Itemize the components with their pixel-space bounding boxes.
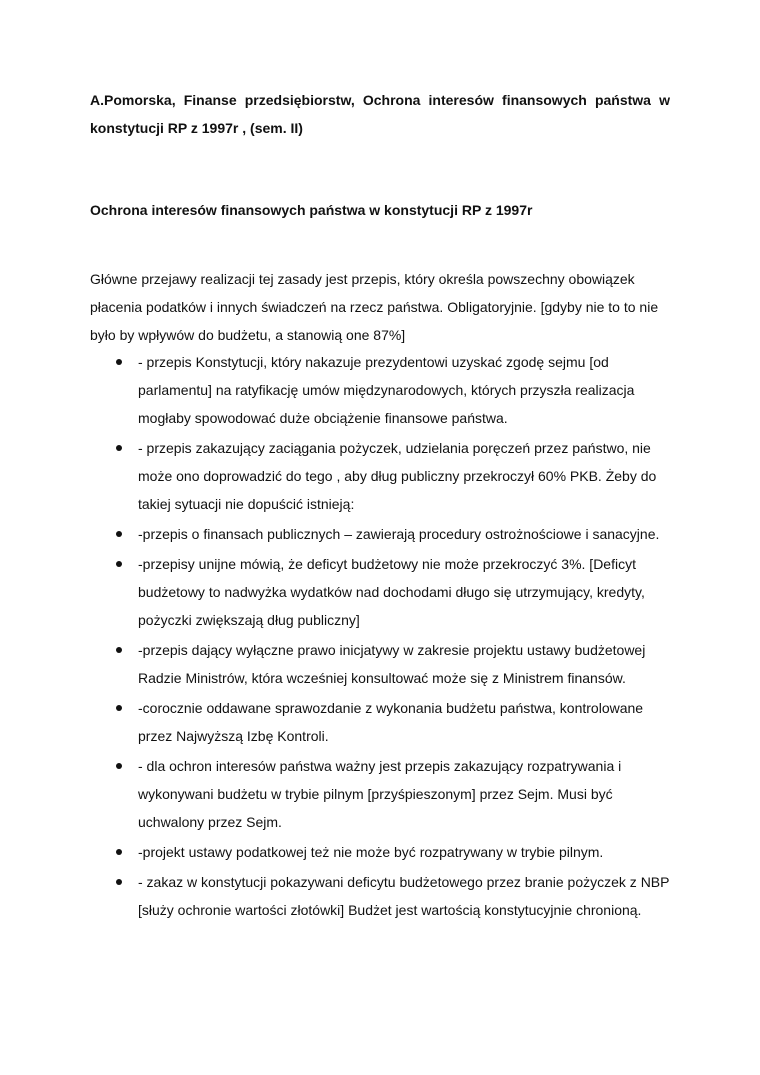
list-item-text: - zakaz w konstytucji pokazywani deficytu budżetowego przez branie pożyczek z NBP [służy ochronie wartości złotówki] Budżet jest wartością konstytucyjnie chronioną. [138, 874, 670, 918]
bullet-icon [116, 359, 122, 365]
list-item [90, 434, 670, 518]
list-item [90, 752, 670, 836]
bullet-icon [116, 849, 122, 855]
list-item [90, 636, 670, 692]
section-heading: Ochrona interesów finansowych państwa w konstytucji RP z 1997r [90, 202, 533, 218]
bullet-icon [116, 647, 122, 653]
list-item-text: - przepis Konstytucji, który nakazuje prezydentowi uzyskać zgodę sejmu [od parlamentu] na ratyfikację umów międzynarodowych, których przyszła realizacja mogłaby spowodować duże obciążenie finansowe państwa. [138, 354, 635, 426]
document-title: A.Pomorska, Finanse przedsiębiorstw, Ochrona interesów finansowych państwa w konstytucji RP z 1997r , (sem. II) [90, 92, 670, 136]
list-item-text: - dla ochron interesów państwa ważny jest przepis zakazujący rozpatrywania i wykonywani budżetu w trybie pilnym [przyśpieszonym] przez Sejm. Musi być uchwalony przez Sejm. [138, 758, 622, 830]
list-item-text: -projekt ustawy podatkowej też nie może być rozpatrywany w trybie pilnym. [138, 844, 604, 860]
list-item [90, 838, 670, 866]
intro-paragraph: Główne przejawy realizacji tej zasady jest przepis, który określa powszechny obowiązek płacenia podatków i innych świadczeń na rzecz państwa. Obligatoryjnie. [gdyby nie to to nie było by wpływów do budżetu, a stanowią one 87%] [90, 271, 659, 343]
list-item-text: -przepis o finansach publicznych – zawierają procedury ostrożnościowe i sanacyjne. [138, 526, 660, 542]
list-item [90, 868, 670, 924]
bullet-icon [116, 445, 122, 451]
list-item-text: -przepisy unijne mówią, że deficyt budżetowy nie może przekroczyć 3%. [Deficyt budżetowy to nadwyżka wydatków nad dochodami długo się utrzymujący, kredyty, pożyczki zwiększają dług publiczny] [138, 556, 645, 628]
bullet-list [90, 348, 670, 926]
bullet-icon [116, 879, 122, 885]
list-item-text: - przepis zakazujący zaciągania pożyczek, udzielania poręczeń przez państwo, nie może ono doprowadzić do tego , aby dług publiczny przekroczył 60% PKB. Żeby do takiej sytuacji nie dopuścić istnieją: [138, 440, 657, 512]
list-item-text: -przepis dający wyłączne prawo inicjatywy w zakresie projektu ustawy budżetowej Radzie Ministrów, która wcześniej konsultować może się z Ministrem finansów. [138, 642, 646, 686]
list-item-text: -corocznie oddawane sprawozdanie z wykonania budżetu państwa, kontrolowane przez Najwyższą Izbę Kontroli. [138, 700, 644, 744]
bullet-icon [116, 531, 122, 537]
list-item [90, 694, 670, 750]
bullet-icon [116, 705, 122, 711]
list-item [90, 348, 670, 432]
bullet-icon [116, 763, 122, 769]
list-item [90, 520, 670, 548]
list-item [90, 550, 670, 634]
bullet-icon [116, 561, 122, 567]
